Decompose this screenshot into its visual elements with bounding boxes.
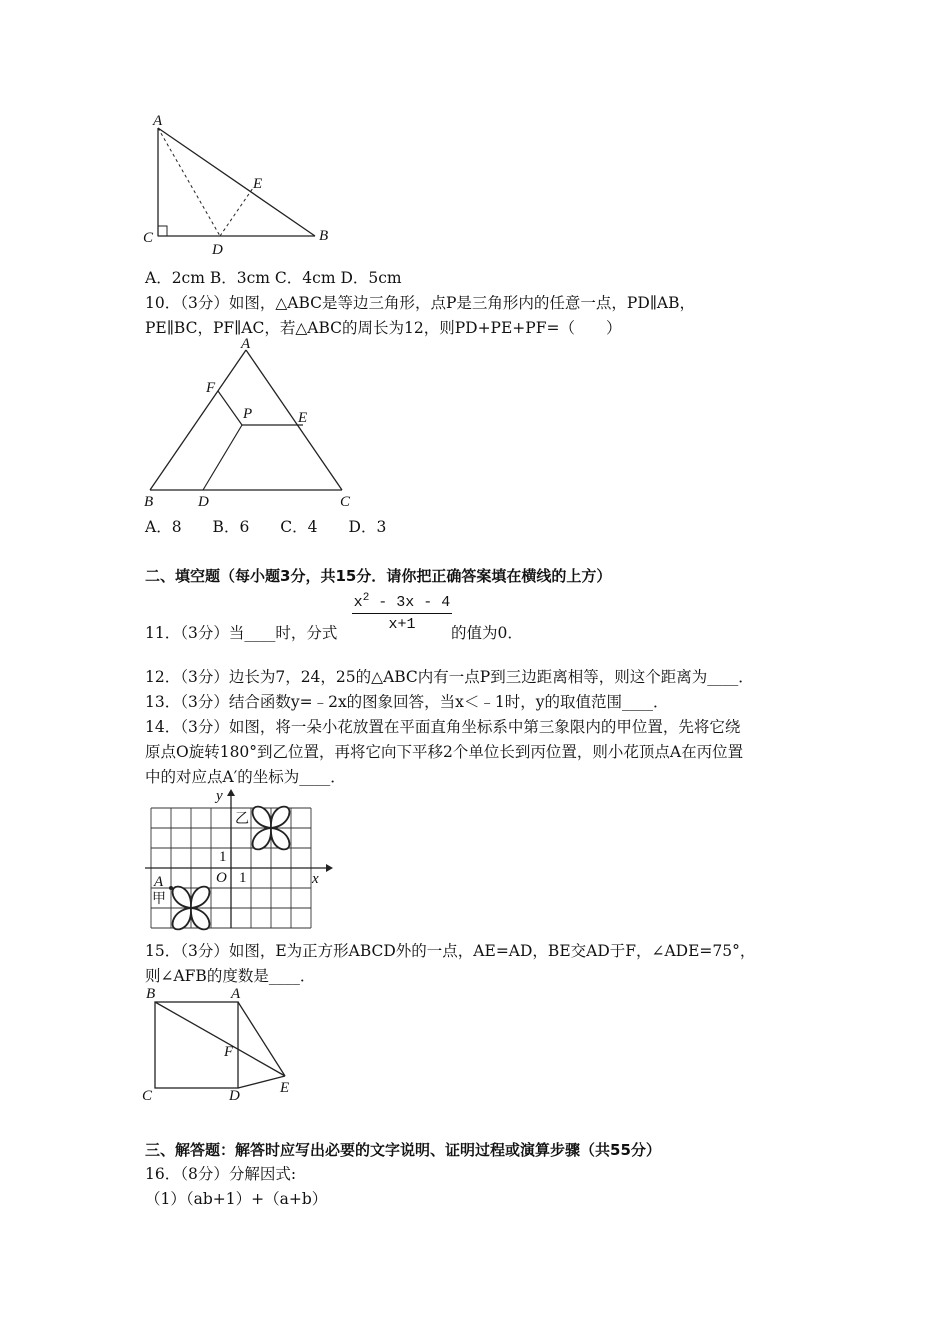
q11-prefix: 11．（3分）当____时，分式 bbox=[145, 624, 338, 642]
q14-text-line2: 原点O旋转180°到乙位置，再将它向下平移2个单位长到丙位置，则小花顶点A在丙位置 bbox=[145, 743, 744, 761]
label-c: C bbox=[340, 494, 351, 510]
fraction-denominator: x+1 bbox=[388, 616, 416, 633]
figure-q9-triangle bbox=[135, 110, 345, 260]
label-c: C bbox=[143, 230, 154, 246]
label-f: F bbox=[224, 1044, 234, 1060]
q14-text-line3: 中的对应点A′的坐标为____． bbox=[145, 768, 346, 786]
label-y: y bbox=[216, 788, 223, 804]
q16-text-line1: 16．（8分）分解因式: bbox=[145, 1165, 297, 1183]
figure-q14-grid bbox=[140, 786, 340, 936]
label-one-y: 1 bbox=[219, 849, 227, 865]
label-c: C bbox=[142, 1088, 153, 1104]
figure-q15-square bbox=[138, 982, 308, 1107]
q10-text-line1: 10．（3分）如图，△ABC是等边三角形，点P是三角形内的任意一点，PD∥AB， bbox=[145, 294, 696, 312]
label-a: A bbox=[231, 986, 241, 1002]
label-a: A bbox=[154, 874, 164, 890]
q16-text-line2: （1）（ab+1）+（a+b） bbox=[145, 1190, 328, 1208]
label-o: O bbox=[216, 870, 227, 886]
label-a: A bbox=[153, 113, 163, 129]
label-b: B bbox=[319, 228, 329, 244]
q13-text: 13．（3分）结合函数y=﹣2x的图象回答，当x＜﹣1时，y的取值范围____． bbox=[145, 693, 669, 711]
q10-text-line2: PE∥BC，PF∥AC，若△ABC的周长为12，则PD+PE+PF=（ ） bbox=[145, 319, 622, 337]
q15-text-line2: 则∠AFB的度数是____． bbox=[145, 967, 316, 985]
label-f: F bbox=[206, 380, 216, 396]
label-one-x: 1 bbox=[239, 870, 247, 886]
q12-text: 12．（3分）边长为7，24，25的△ABC内有一点P到三边距离相等，则这个距离为____． bbox=[145, 668, 754, 686]
label-e: E bbox=[253, 176, 263, 192]
section3-heading: 三、解答题：解答时应写出必要的文字说明、证明过程或演算步骤（共55分） bbox=[145, 1141, 661, 1159]
label-b: B bbox=[144, 494, 154, 510]
label-d: D bbox=[229, 1088, 240, 1104]
section2-heading: 二、填空题（每小题3分，共15分．请你把正确答案填在横线的上方） bbox=[145, 567, 612, 585]
fraction-numerator: $x^2 - 3x - 4$ bbox=[352, 592, 452, 614]
q14-text-line1: 14．（3分）如图，将一朵小花放置在平面直角坐标系中第三象限内的甲位置，先将它绕 bbox=[145, 718, 741, 736]
label-e: E bbox=[298, 410, 308, 426]
label-yi: 乙 bbox=[235, 811, 249, 827]
label-p: P bbox=[243, 406, 253, 422]
q9-options: A．2cm B．3cm C．4cm D．5cm bbox=[145, 269, 402, 287]
label-e: E bbox=[280, 1080, 290, 1096]
label-b: B bbox=[146, 986, 156, 1002]
label-d: D bbox=[212, 242, 223, 258]
label-jia: 甲 bbox=[152, 891, 166, 907]
label-a: A bbox=[241, 336, 251, 352]
q10-options: A．8 B．6 C．4 D．3 bbox=[145, 518, 387, 536]
label-x: x bbox=[312, 871, 319, 887]
q11-suffix: 的值为0． bbox=[451, 624, 523, 642]
label-d: D bbox=[198, 494, 209, 510]
q15-text-line1: 15．（3分）如图，E为正方形ABCD外的一点，AE=AD，BE交AD于F，∠ADE=75°， bbox=[145, 942, 756, 960]
figure-q10-equilateral bbox=[140, 336, 365, 511]
q11-fraction bbox=[352, 592, 452, 633]
